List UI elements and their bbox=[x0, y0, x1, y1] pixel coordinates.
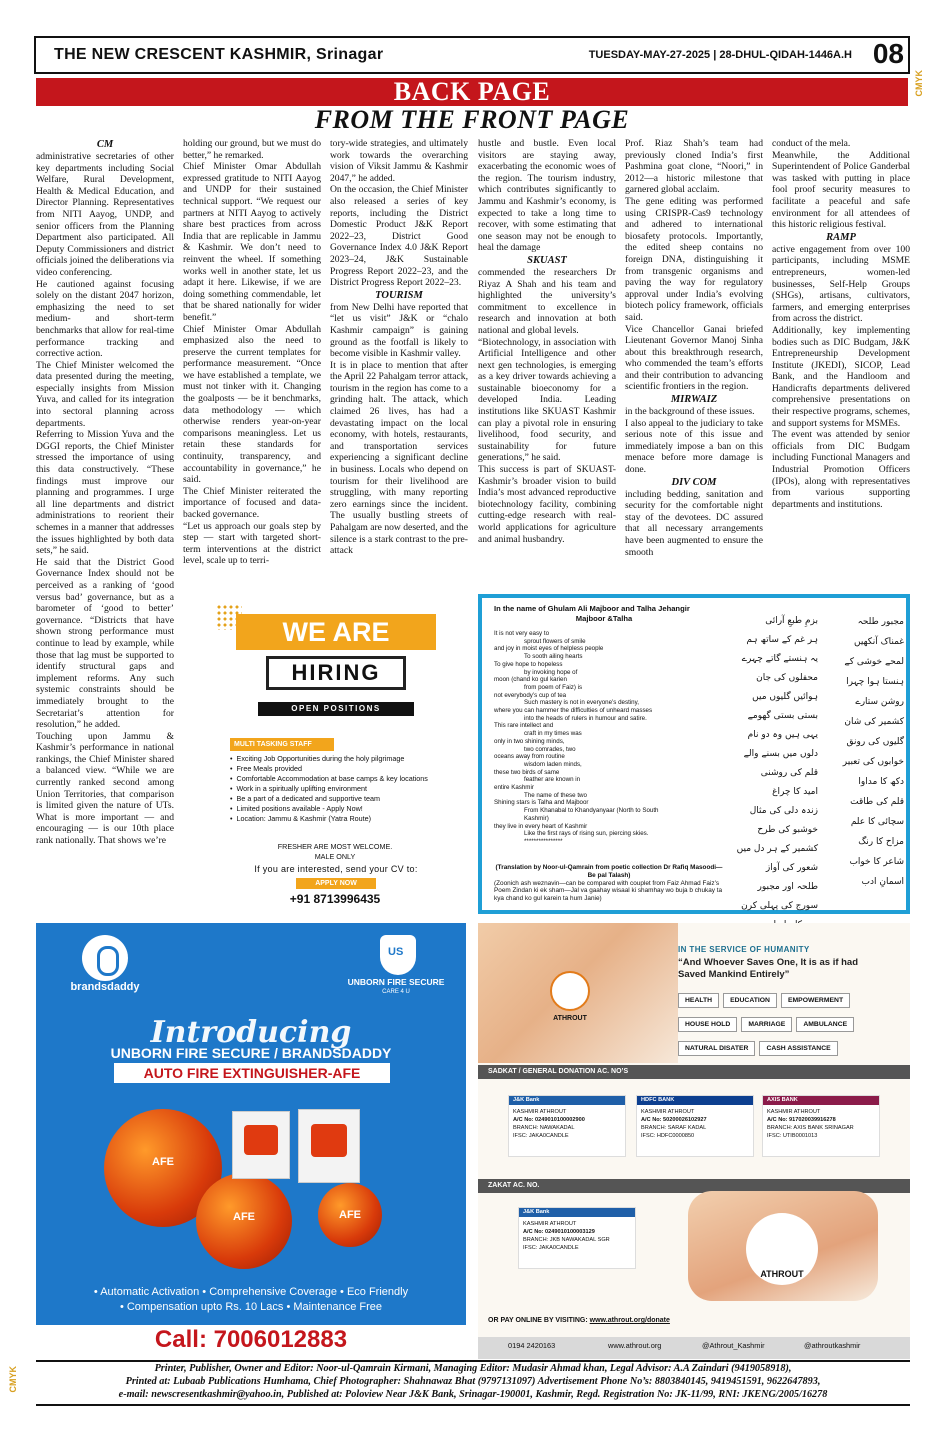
poem-line: oceans away from routine bbox=[494, 753, 565, 761]
twitter-handle[interactable]: @Athrout_Kashmir bbox=[702, 1341, 765, 1350]
bank-ifsc: IFSC: JAKA0CANDLE bbox=[513, 1133, 569, 1139]
poem-line: From Khanabal to Khandyanyaar (North to South bbox=[524, 807, 659, 815]
poem-line: Such mastery is not in everyone’s destiny, bbox=[524, 699, 639, 707]
poem-line: they live in every heart of Kashmir bbox=[494, 822, 588, 830]
hiring-phone-number: +91 8713996435 bbox=[289, 892, 381, 906]
poem-line: The name of these two bbox=[524, 791, 587, 799]
article-kicker-skuast: SKUAST bbox=[527, 254, 567, 266]
urdu-line: روشن ستارے bbox=[855, 697, 904, 707]
company-title: UNBORN FIRE SECURE bbox=[347, 977, 445, 987]
paragraph: On the occasion, the Chief Minister also released a series of key reports, including the District Domestic Product J&K Report 2022–23, District Good Governance Index 4.0 J&K Report 2023–24, J&K Sustainable Progress Report 2022–23, and the District Progress Report 2022–23. bbox=[330, 184, 468, 289]
paragraph: He cautioned against focusing solely on the distant 2047 horizon, emphasizing the need to set medium- and short-term benchmarks that allow for real-time performance tracking and corrective action. bbox=[36, 278, 174, 360]
urdu-line: دلوں میں بسنے والے bbox=[743, 749, 818, 759]
athrout-logo-text: ATHROUT bbox=[553, 1015, 587, 1022]
poem-line: only in two shining minds, bbox=[494, 737, 565, 745]
sadkat-bar: SADKAT / GENERAL DONATION AC. NO’S bbox=[478, 1065, 910, 1079]
bank-name: KASHMIR ATHROUT bbox=[523, 1221, 577, 1227]
urdu-line: طلحہ اور مجبور bbox=[757, 882, 818, 892]
paragraph: hustle and bustle. Even local visitors are staying away, exacerbating the economic woes of the region. The tourism industry, which contributes significantly to Jammu and Kashmir’s economy, is expected to take a long time to recover, with some estimating that one season may not be enough to heal the damage bbox=[478, 138, 616, 254]
poem-line: sprout flowers of smile bbox=[524, 637, 586, 645]
open-positions-label: OPEN POSITIONS bbox=[258, 702, 414, 716]
poem-line: To give hope to hopeless bbox=[494, 660, 563, 668]
paragraph: The Chief Minister welcomed the data presented during the meeting, especially insights from Mission Yuva, and called for its integration into sectoral planning across departments. bbox=[36, 359, 174, 429]
features-line-2: • Compensation upto Rs. 10 Lacs • Maintenance Free bbox=[119, 1301, 383, 1313]
poem-line: This rare intellect and bbox=[494, 722, 554, 730]
poem-line: It is not very easy to bbox=[494, 630, 550, 637]
paragraph: It is in place to mention that after the April 22 Pahalgam terror attack, tourism in the region has come to a grinding halt. The attack, which claimed 26 lives, has had a devastating impact on the local economy, with hotels, restaurants, and transportation services experiencing a significant decline in business. Locals who depend on tourism for their livelihood are struggling, with many reporting zero earnings since the incident. The usually bustling streets of Pahalgam are now deserted, and the silence is a stark contrast to the pre-attack bbox=[330, 359, 468, 557]
poem-line: two comrades, two bbox=[524, 745, 576, 753]
section-name: BACK PAGE bbox=[393, 77, 551, 106]
male-only-line: MALE ONLY bbox=[314, 852, 356, 861]
poem-title-line-1: In the name of Ghulam Ali Majboor and Talha Jehangir bbox=[494, 604, 690, 613]
bank-name: AXIS BANK bbox=[763, 1096, 879, 1105]
paragraph: Vice Chancellor Ganai briefed Lieutenant Governor Manoj Sinha about this breakthrough research, who commended the team’s efforts and their contribution to advancing scientific frontiers in the region. bbox=[625, 323, 763, 393]
list-item: • Exciting Job Opportunities during the holy pilgrimage bbox=[230, 754, 446, 764]
paragraph: Additionally, key implementing bodies such as DIC Budgam, J&K Entrepreneurship Development Institute (JKEDI), SICOP, Lead Bank, and the Handloom and Handicrafts departments delivered comprehensive presentations on their respective programs, schemes, and support systems for MSMEs. bbox=[772, 324, 910, 429]
paragraph: active engagement from over 100 participants, including MSME entrepreneurs, women-led businesses, Self-Help Groups (SHGs), artisans, cultivators, farmers, and emerging enterprises from across the district. bbox=[772, 243, 910, 325]
urdu-line: خوشبو کی طرح bbox=[757, 825, 818, 835]
issue-date: TUESDAY-MAY-27-2025 | 28-DHUL-QIDAH-1446A.H bbox=[588, 49, 852, 61]
urdu-line: یہی ہیں وہ دو نام bbox=[747, 730, 818, 740]
article-column-6 bbox=[772, 138, 910, 590]
shield-logo-icon bbox=[380, 935, 416, 975]
urdu-line: لمحے خوشی کے bbox=[844, 657, 904, 667]
bank-ifsc: IFSC: UTIB0001013 bbox=[767, 1133, 818, 1139]
poem-line: moon (chand ko gul karien bbox=[494, 676, 567, 684]
poem-line: from poem of Faiz) is bbox=[524, 683, 583, 691]
poem-line: and joy in moist eyes of helpless people bbox=[494, 645, 604, 653]
imprint-line-2: Printed at: Lubaab Publications Humhama, Chief Photographer: Shahnawaz Bhat (9797131097) Advertisement Phone No’s: 8803840145, 9419451591, 9622647893, bbox=[125, 1376, 821, 1387]
masthead bbox=[34, 36, 910, 74]
urdu-line: خوابوں کی تعبیر bbox=[842, 757, 904, 767]
urdu-line: ہنستا ہوا چہرا bbox=[846, 677, 904, 687]
paragraph: Referring to Mission Yuva and the DGGI reports, the Chief Minister stressed the importance of using this data constructively. “These findings must improve our planning and programmes. I urge all line departments and district administrations to reorient their schemes in a manner that addresses the issues highlighted by both data sets,” he said. bbox=[36, 429, 174, 557]
service-tag: EDUCATION bbox=[723, 993, 777, 1008]
translation-credit: (Translation by Noor-ul-Qamrain from poetic collection Dr Rafiq Masoodi—Be pal Talash) bbox=[495, 864, 723, 879]
bank-ifsc: IFSC: JAKA0CANDLE bbox=[523, 1245, 579, 1251]
article-kicker-ramp: RAMP bbox=[826, 231, 856, 243]
bank-ac: A/C No: 917020039916278 bbox=[767, 1117, 836, 1123]
company-tagline: CARE 4 U bbox=[382, 989, 410, 995]
paragraph: from New Delhi have reported that “let us visit” J&K or “chalo Kashmir campaign” is gaining ground as the footfall is likely to become visible in Kashmir valley. bbox=[330, 301, 468, 360]
urdu-line: مزاح کا رنگ bbox=[858, 837, 904, 847]
athrout-logo-icon bbox=[550, 971, 590, 1011]
urdu-line: یہ ہنستے گاتے چہرے bbox=[741, 654, 818, 664]
poem-line: Kashmir) bbox=[524, 814, 549, 822]
service-tags bbox=[678, 989, 888, 1061]
poem-title-line-2: Majboor &Talha bbox=[575, 613, 633, 623]
benefits-list bbox=[230, 754, 446, 824]
article-kicker-divcom: DIV COM bbox=[671, 476, 717, 488]
article-kicker-tourism: TOURISM bbox=[375, 289, 423, 301]
urdu-line: محفلوں کی جان bbox=[756, 673, 818, 683]
imprint bbox=[40, 1362, 906, 1401]
paragraph: Prof. Riaz Shah’s team had previously cloned India’s first Pashmina goat clone, “Noori,” in 2012—a historic milestone that garnered global acclaim. bbox=[625, 138, 763, 196]
bank-name: J&K Bank bbox=[509, 1096, 625, 1105]
article-column-5 bbox=[625, 138, 763, 590]
bank-name: HDFC BANK bbox=[637, 1096, 753, 1105]
urdu-line: ہوائیں گلیوں میں bbox=[752, 692, 818, 702]
imprint-line-1: Printer, Publisher, Owner and Editor: Noor-ul-Qamrain Kirmani, Managing Editor: Mudasir Ahmad khan, Legal Advisor: A.A Zaindari (9419058918), bbox=[154, 1363, 792, 1374]
urdu-line: اسمانِ ادب bbox=[861, 877, 904, 887]
urdu-line: کشمیر کی شان bbox=[844, 717, 904, 727]
donate-link[interactable]: www.athrout.org/donate bbox=[589, 1317, 670, 1324]
list-item: • Limited positions available - Apply Now! bbox=[230, 804, 446, 814]
paragraph: in the background of these issues. bbox=[625, 406, 755, 418]
newspaper-title: THE NEW CRESCENT KASHMIR, Srinagar bbox=[54, 46, 384, 63]
introducing-script: Introducing bbox=[150, 1015, 352, 1050]
urdu-line: شاعر کا خواب bbox=[849, 857, 904, 867]
bank-ac: A/C No: 0249010100003129 bbox=[523, 1229, 595, 1235]
paragraph: The event was attended by senior officials from DIC Budgam including Functional Managers and Industrial Promotion Officers (IPOs), along with representatives from various supporting departments and institutions. bbox=[772, 429, 910, 510]
bank-account-card bbox=[518, 1207, 636, 1269]
paragraph: This success is part of SKUAST-Kashmir’s broader vision to build India’s most advanced reproductive biotechnology facility, combining cutting-edge research with real-world applications for agriculture and animal husbandry. bbox=[478, 464, 616, 545]
list-item: • Free Meals provided bbox=[230, 764, 446, 774]
product-name-line: AUTO FIRE EXTINGUISHER-AFE bbox=[114, 1063, 390, 1083]
urdu-line: قلم کی روشنی bbox=[760, 768, 818, 778]
instagram-handle[interactable]: @athroutkashmir bbox=[804, 1341, 861, 1350]
article-column-3 bbox=[330, 138, 468, 590]
urdu-line: کشمیر کے ہر دل میں bbox=[736, 844, 818, 854]
fire-extinguisher-ball-icon bbox=[318, 1183, 382, 1247]
urdu-poem-column-2 bbox=[818, 612, 904, 892]
service-tag: CASH ASSISTANCE bbox=[759, 1041, 837, 1056]
urdu-line: سچائی کا علم bbox=[850, 817, 904, 827]
poem-line: Like the first rays of rising sun, piercing skies. bbox=[524, 830, 649, 838]
bank-name: KASHMIR ATHROUT bbox=[767, 1109, 821, 1115]
poem-credit bbox=[494, 864, 724, 903]
urdu-line: زندہ دلی کی مثال bbox=[749, 806, 818, 816]
poem-lines bbox=[494, 630, 716, 846]
paragraph: Chief Minister Omar Abdullah emphasized also the need to preserve the current templates for performance measurement. “Once we have established a template, we must not tinker with it. Changing the goalposts — be it benchmarks, data methodology — which otherwise renders year-on-year comparisons meaningless. Let us retain these standards for continuity, transparency, and accountability in governance,” he said. bbox=[183, 323, 321, 486]
divider bbox=[36, 1404, 910, 1406]
hiring-heading: HIRING bbox=[266, 656, 406, 690]
poem-line: feather are known in bbox=[524, 776, 581, 784]
poem-title bbox=[494, 604, 714, 623]
paragraph: “Let us approach our goals step by step — start with targeted short-term interventions at the district level, scale up to terri- bbox=[183, 520, 321, 567]
poem-line: where you can hammer the difficulties of unheard masses bbox=[494, 707, 653, 715]
bank-branch: BRANCH: SARAF KADAL bbox=[641, 1125, 707, 1131]
paragraph: The Chief Minister reiterated the importance of focused and data-backed governance. bbox=[183, 485, 321, 520]
section-band bbox=[36, 78, 908, 106]
online-prefix: OR PAY ONLINE BY VISITING: bbox=[488, 1317, 588, 1324]
company-name bbox=[326, 977, 466, 997]
eligibility-note bbox=[230, 842, 440, 862]
quote: “And Whoever Saves One, It is as if had Saved Mankind Entirely” bbox=[678, 957, 859, 980]
poem-line: Shining stars is Talha and Majboor bbox=[494, 799, 589, 807]
paragraph: The gene editing was performed using CRISPR-Cas9 technology and adhered to international biosafety protocols. Importantly, the edited sheep contains no foreign DNA, distinguishing it from transgenic organisms and paving the way for regulatory approval under India’s evolving biotech policy framework, officials said. bbox=[625, 195, 763, 323]
paragraph: Chief Minister Omar Abdullah expressed gratitude to NITI Aayog and UNDP for their sustained technical support. “We request our partners at NITI Aayog to actively share best practices from across India that are replicable in Jammu & Kashmir. We don’t need to reinvent the wheel. If something works well in another state, let us adapt it here. Likewise, if we are doing something commendable, let that be shared nationally for wider benefit.” bbox=[183, 161, 321, 323]
urdu-poem-column-1 bbox=[728, 612, 818, 935]
poem-line: wisdom laden minds, bbox=[524, 760, 582, 768]
bank-branch: BRANCH: NAWAKADAL bbox=[513, 1125, 575, 1131]
fire-extinguisher-ball-icon bbox=[196, 1173, 292, 1269]
urdu-line: غمناک آنکھیں bbox=[854, 637, 904, 647]
poem-line: **************** bbox=[524, 837, 563, 845]
cmyk-mark-bottom: CMYK bbox=[8, 1366, 18, 1393]
list-item: • Be a part of a dedicated and supportive team bbox=[230, 794, 446, 804]
service-tag: HEALTH bbox=[678, 993, 719, 1008]
athrout-donation-advertisement bbox=[478, 923, 910, 1359]
paragraph: conduct of the mela. bbox=[772, 138, 851, 149]
service-tag: NATURAL DISATER bbox=[678, 1041, 755, 1056]
apply-now-button[interactable]: APPLY NOW bbox=[296, 878, 376, 889]
section-subhead: FROM THE FRONT PAGE bbox=[314, 105, 630, 134]
urdu-line: گلیوں کی رونق bbox=[846, 737, 904, 747]
poem-line: entire Kashmir bbox=[494, 784, 534, 792]
urdu-line: دکھ کا مداوا bbox=[858, 777, 904, 787]
paragraph: Meanwhile, the Additional Superintendent of Police Ganderbal was tasked with putting in place fool proof security measures to facilitate a peaceful and safe environment for all attendees of this historic religious festival. bbox=[772, 149, 910, 231]
role-label: MULTI TASKING STAFF bbox=[230, 738, 334, 751]
bank-name: KASHMIR ATHROUT bbox=[513, 1109, 567, 1115]
paragraph: Touching upon Jammu & Kashmir’s performance in national rankings, the Chief Minister shared a balanced view. “While we are currently ranked second among Union Territories, that comparison is limited given the nature of UTs. What is more important — and encouraging — is our 10th place rank nationally. That shows we’re bbox=[36, 730, 174, 847]
list-item: • Work in a spiritually uplifting environment bbox=[230, 784, 446, 794]
phone-contact: 0194 2420163 bbox=[508, 1341, 556, 1350]
brandsdaddy-name: brandsdaddy bbox=[70, 981, 140, 993]
paragraph: I also appeal to the judiciary to take serious note of this issue and immediately impose a ban on this menace before more damage is done. bbox=[625, 417, 763, 476]
brandsdaddy-logo-icon bbox=[82, 935, 128, 981]
product-box-icon bbox=[298, 1109, 360, 1183]
list-item: • Location: Jammu & Kashmir (Yatra Route) bbox=[230, 814, 446, 824]
article-kicker-cm: CM bbox=[96, 139, 114, 150]
paragraph: administrative secretaries of other key departments including Social Welfare, Rural Development, Health & Medical Education, and Director Planning. Representatives from NITI Aayog, UNDP, and senior officers from the Planning Department also participated. All Deputy Commissioners and district officials joined the deliberations via video conferencing. bbox=[36, 151, 174, 278]
bank-branch: BRANCH: AXIS BANK SRINAGAR bbox=[767, 1125, 854, 1131]
poem-line: by invoking hope of bbox=[524, 668, 578, 676]
website-link[interactable]: www.athrout.org bbox=[608, 1341, 662, 1350]
fire-extinguisher-advertisement bbox=[36, 923, 466, 1359]
online-donation-line bbox=[488, 1317, 670, 1324]
paragraph: commended the researchers Dr Riyaz A Shah and his team and highlighted the university’s commitment to excellence in research and innovation at both national and global levels. bbox=[478, 266, 616, 336]
poem-line: these two birds of same bbox=[494, 768, 560, 776]
cv-call-to-action: If you are interested, send your CV to: bbox=[254, 864, 418, 874]
bank-branch: BRANCH: JKB NAWAKADAL SGR bbox=[523, 1237, 610, 1243]
bank-ifsc: IFSC: HDFC0000850 bbox=[641, 1133, 695, 1139]
article-column-2 bbox=[183, 138, 321, 590]
imprint-line-3: e-mail: newscresentkashmir@yahoo.in, Published at: Poloview Near J&K Bank, Srinagar-190001, Kashmir, Regd. Registration No: JK-11/99, RNI: JKENG/2005/16278 bbox=[118, 1389, 828, 1400]
paragraph: tory-wide strategies, and ultimately work towards the overarching vision of Viksit Jammu & Kashmir 2047,” he added. bbox=[330, 138, 468, 184]
article-kicker-mirwaiz: MIRWAIZ bbox=[670, 394, 718, 406]
hiring-banner: WE ARE bbox=[236, 614, 436, 650]
service-tag: AMBULANCE bbox=[796, 1017, 854, 1032]
poem-line: craft in my times was bbox=[524, 730, 582, 738]
fresher-line: FRESHER ARE MOST WELCOME. bbox=[277, 842, 393, 851]
urdu-line: شعور کی آواز bbox=[765, 863, 818, 873]
service-tag: MARRIAGE bbox=[741, 1017, 792, 1032]
urdu-line: بستی بستی گھومے bbox=[747, 711, 818, 721]
poem-tribute-advertisement bbox=[478, 594, 910, 914]
product-brand-line: UNBORN FIRE SECURE / BRANDSDADDY bbox=[110, 1045, 392, 1061]
paragraph: including bedding, sanitation and security for the comfortable night stay of the devotees. DC assured that all necessary arrangements have been augmented to ensure the smooth bbox=[625, 488, 763, 558]
product-box-icon bbox=[232, 1111, 290, 1179]
urdu-line: امید کا چراغ bbox=[772, 787, 818, 797]
urdu-line: بزمِ طبعِ آرائی bbox=[765, 616, 818, 626]
list-item: • Comfortable Accommodation at base camps & key locations bbox=[230, 774, 446, 784]
hiring-advertisement bbox=[200, 594, 468, 914]
couplet-note: (Zoonich ash weznavin—can be compared with couplet from Faiz Ahmad Faiz’s Poem Zindan ki ek sham—Jal va gaahay wisaal ki shamhay wo buja b chukay ta kya chand ko gul karein ta hum Janie) bbox=[494, 879, 723, 903]
poem-line: into the heads of rulers in humour and satire. bbox=[524, 714, 647, 722]
bank-name: J&K Bank bbox=[519, 1208, 635, 1217]
bank-account-card bbox=[508, 1095, 626, 1157]
zakat-bar: ZAKAT AC. NO. bbox=[478, 1179, 910, 1193]
poem-line: To sooth ailing hearts bbox=[524, 653, 583, 661]
urdu-line: مجبور طلحہ bbox=[857, 617, 904, 627]
page-number: 08 bbox=[872, 38, 904, 69]
bank-account-card bbox=[762, 1095, 880, 1157]
article-column-4 bbox=[478, 138, 616, 590]
service-tag: HOUSE HOLD bbox=[678, 1017, 737, 1032]
cmyk-mark-top: CMYK bbox=[914, 70, 924, 97]
paragraph: He said that the District Good Governance Index should not be perceived as a ranking of ‘good versus bad’ governance, but as a barometer of ‘good to better’ governance. “Districts that have shown strong performance must continue to lead by example, while those that lag must be supported to identify structural gaps and implement reforms. Any such systemic constraints should be immediately brought to the Secretariat’s attention for resolution,” he added. bbox=[36, 556, 174, 731]
urdu-line: سورج کی پہلی کرن bbox=[741, 901, 818, 911]
article-column-1 bbox=[36, 138, 174, 918]
service-heading: IN THE SERVICE OF HUMANITY bbox=[678, 945, 810, 954]
features-line-1: • Automatic Activation • Comprehensive Coverage • Eco Friendly bbox=[93, 1286, 409, 1298]
bank-name: KASHMIR ATHROUT bbox=[641, 1109, 695, 1115]
athrout-logo-large-text: ATHROUT bbox=[760, 1269, 804, 1279]
urdu-line: قلم کی طاقت bbox=[850, 797, 904, 807]
bank-ac: A/C No: 50200026102927 bbox=[641, 1117, 707, 1123]
bank-account-card bbox=[636, 1095, 754, 1157]
service-tag: EMPOWERMENT bbox=[781, 993, 850, 1008]
paragraph: “Biotechnology, in association with Artificial Intelligence and other next gen technologies, is emerging as a key driver towards achieving a sustainable bioeconomy for a developed India. Leading institutions like SKUAST Kashmir can play a pivotal role in ensuring livelihood, food security, and sustainability for future generations,” he said. bbox=[478, 336, 616, 464]
call-number: Call: 7006012883 bbox=[154, 1326, 348, 1353]
poem-line: not everybody’s cup of tea bbox=[494, 691, 567, 699]
paragraph: holding our ground, but we must do better,” he remarked. bbox=[183, 138, 321, 161]
bank-ac: A/C No: 0249010100002900 bbox=[513, 1117, 585, 1123]
product-features bbox=[36, 1285, 466, 1315]
urdu-line: ہر غم کے ساتھ ہم bbox=[746, 635, 818, 645]
